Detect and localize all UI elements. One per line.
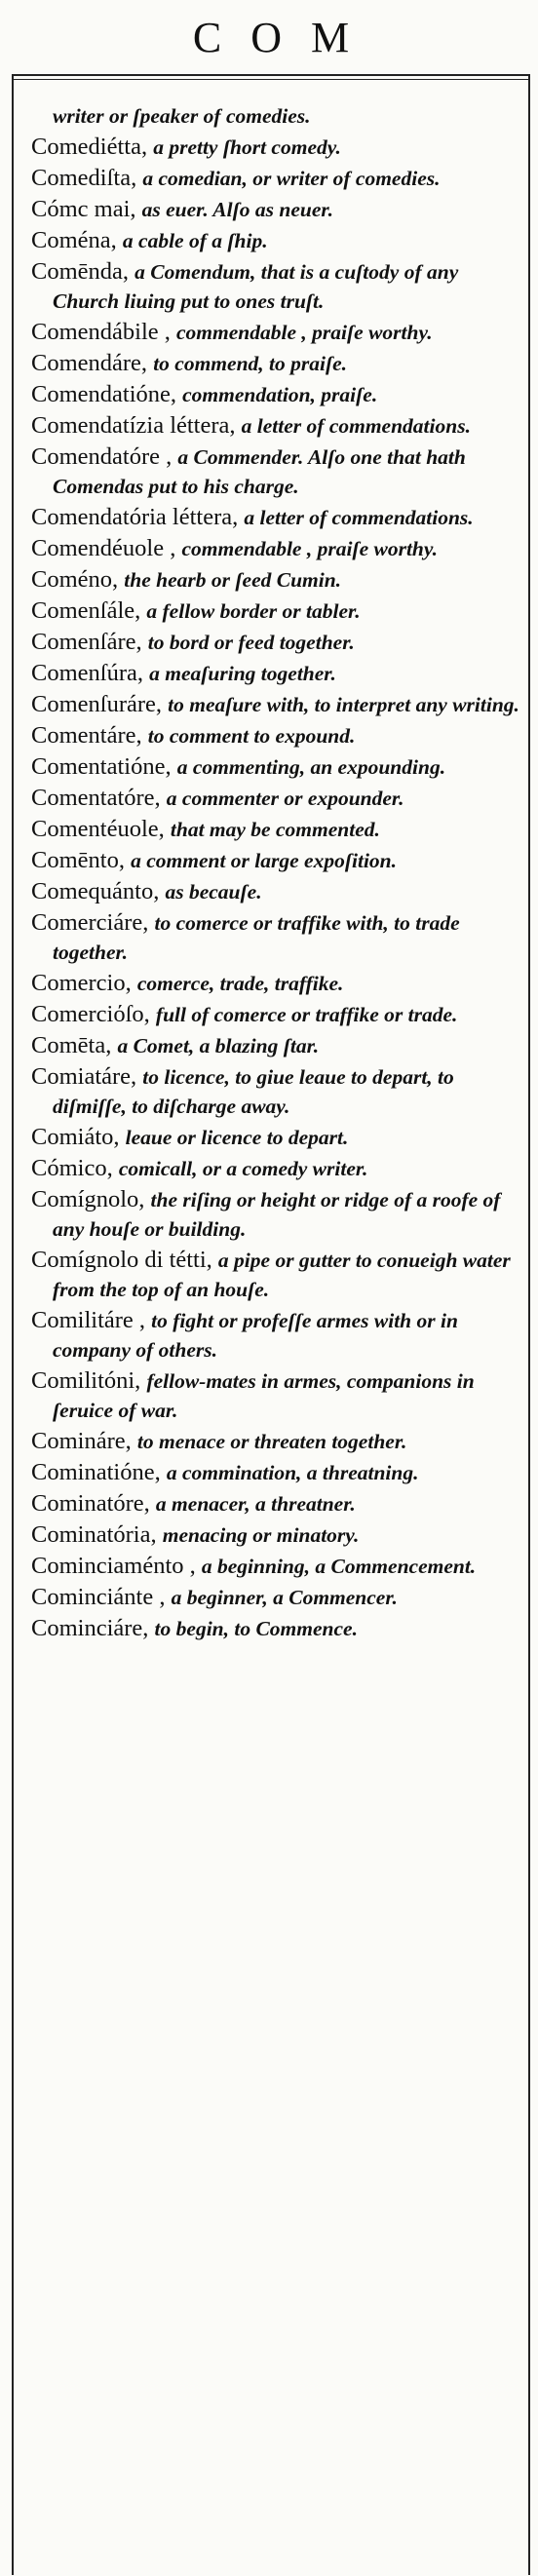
headword: Comináre, <box>31 1428 132 1454</box>
dictionary-entry <box>31 628 520 657</box>
headword: Comentatióne, <box>31 753 172 780</box>
dictionary-entry <box>31 565 520 595</box>
definition: to fight or profeſſe armes with or in company of others. <box>53 1309 458 1362</box>
headword: Cominciaménto , <box>31 1553 196 1579</box>
dictionary-entry <box>31 1489 520 1519</box>
headword: Comēnto, <box>31 847 125 873</box>
dictionary-entry <box>31 815 520 844</box>
headword: Comequánto, <box>31 878 160 904</box>
definition: a commenter or expounder. <box>166 787 404 810</box>
definition: a pipe or gutter to conueigh water from the top of an houſe. <box>53 1249 511 1301</box>
headword: Comerciόſo, <box>31 1001 150 1027</box>
definition: comerce, trade, traffike. <box>136 972 344 995</box>
headword: Cominatióne, <box>31 1459 161 1485</box>
headword: Comentáre, <box>31 722 142 749</box>
headword: Cominatória, <box>31 1521 157 1548</box>
definition: that may be commented. <box>170 818 380 841</box>
headword: Comígnolo di tétti, <box>31 1247 212 1273</box>
dictionary-entry <box>31 690 520 719</box>
headword: Comilitáre , <box>31 1307 146 1333</box>
definition: a fellow border or tabler. <box>146 599 361 623</box>
dictionary-entry <box>31 1000 520 1029</box>
headword: Comiatáre, <box>31 1063 137 1090</box>
definition: writer or ſpeaker of comedies. <box>53 104 311 128</box>
headword: Comendéuole , <box>31 535 176 561</box>
definition: a commination, a threatning. <box>166 1461 419 1484</box>
headword: Comendábile , <box>31 319 171 345</box>
definition: to commend, to praiſe. <box>153 352 348 375</box>
dictionary-entry <box>31 318 520 347</box>
headword: Comentéuole, <box>31 816 165 842</box>
definition: as becauſe. <box>165 880 262 904</box>
headword: Cómico, <box>31 1155 113 1181</box>
definition: commendable , praiſe worthy. <box>181 537 439 560</box>
headword: Comendatízia léttera, <box>31 412 236 439</box>
definition: a cable of a ſhip. <box>122 229 268 252</box>
definition: a menacer, a threatner. <box>155 1492 356 1516</box>
definition: full of comerce or traffike or trade. <box>155 1003 458 1026</box>
dictionary-entry <box>31 877 520 906</box>
definition: the hearb or ſeed Cumin. <box>124 568 342 592</box>
definition: a Commender. Alſo one that hath Comendas put to his charge. <box>53 445 466 498</box>
headword: Coméno, <box>31 566 119 593</box>
definition: fellow-mates in armes, companions in ſeruice of war. <box>53 1369 475 1422</box>
headword: Comendáre, <box>31 350 148 376</box>
definition: to bord or feed together. <box>147 631 355 654</box>
headword: Comenſáre, <box>31 629 142 655</box>
dictionary-entry <box>31 226 520 255</box>
headword: Comenſuráre, <box>31 691 163 717</box>
dictionary-entry <box>31 1366 520 1425</box>
dictionary-entry <box>31 1583 520 1612</box>
definition: a letter of commendations. <box>241 414 471 438</box>
definition: as euer. Alſo as neuer. <box>141 198 333 221</box>
definition: a Comet, a blazing ſtar. <box>117 1034 320 1057</box>
definition: a letter of commendations. <box>244 506 474 529</box>
definition: a pretty ſhort comedy. <box>153 135 341 159</box>
dictionary-entry <box>31 752 520 782</box>
dictionary-entry <box>31 101 520 131</box>
dictionary-entry <box>31 846 520 875</box>
headword: Comediétta, <box>31 134 148 160</box>
definition: a beginning, a Commencement. <box>201 1555 477 1578</box>
definition: to comerce or traffike with, to trade together. <box>53 911 460 964</box>
entry-list <box>31 101 520 1643</box>
entry-column <box>12 74 530 2575</box>
dictionary-entry <box>31 1306 520 1365</box>
headword: Comediſta, <box>31 165 137 191</box>
definition: commendation, praiſe. <box>182 383 378 406</box>
headword: Comerciáre, <box>31 909 149 936</box>
headword: Comendatóre , <box>31 443 173 470</box>
headword: Comercio, <box>31 970 132 996</box>
definition: the riſing or height or ridge of a roofe of any houſe or building. <box>53 1188 501 1241</box>
definition: a commenting, an expounding. <box>176 755 446 779</box>
headword: Comēta, <box>31 1032 112 1058</box>
dictionary-entry <box>31 1185 520 1244</box>
headword: Comiáto, <box>31 1124 120 1150</box>
dictionary-entry <box>31 411 520 441</box>
dictionary-entry <box>31 1154 520 1183</box>
dictionary-entry <box>31 1458 520 1487</box>
definition: a beginner, a Commencer. <box>171 1586 398 1609</box>
dictionary-entry <box>31 1552 520 1581</box>
dictionary-entry <box>31 1031 520 1060</box>
dictionary-entry <box>31 969 520 998</box>
headword: Cominciáre, <box>31 1615 149 1641</box>
definition: commendable , praiſe worthy. <box>176 321 433 344</box>
dictionary-entry <box>31 1123 520 1152</box>
definition: leaue or licence to depart. <box>125 1126 349 1149</box>
definition: a comment or large expoſition. <box>131 849 398 872</box>
dictionary-entry <box>31 442 520 501</box>
dictionary-entry <box>31 1520 520 1550</box>
headword: Comendatória léttera, <box>31 504 239 530</box>
dictionary-entry <box>31 133 520 162</box>
headword: Comilitóni, <box>31 1367 141 1394</box>
dictionary-entry <box>31 659 520 688</box>
dictionary-entry <box>31 534 520 563</box>
dictionary-entry <box>31 908 520 967</box>
dictionary-entry <box>31 164 520 193</box>
page-header <box>12 0 530 74</box>
dictionary-entry <box>31 257 520 316</box>
definition: a meaſuring together. <box>149 662 336 685</box>
running-head: COM <box>192 13 379 61</box>
dictionary-entry <box>31 503 520 532</box>
headword: Comenſúra, <box>31 660 143 686</box>
dictionary-entry <box>31 1246 520 1304</box>
definition: to begin, to Commence. <box>154 1617 358 1640</box>
headword: Comendatióne, <box>31 381 177 407</box>
dictionary-entry <box>31 784 520 813</box>
headword: Comentatóre, <box>31 785 161 811</box>
definition: a Comendum, that is a cuſtody of any Church liuing put to ones truſt. <box>53 260 459 313</box>
definition: to licence, to giue leaue to depart, to diſmiſſe, to diſcharge away. <box>53 1065 454 1118</box>
dictionary-entry <box>31 195 520 224</box>
headword: Cominciánte , <box>31 1584 166 1610</box>
headword: Cominatóre, <box>31 1490 150 1517</box>
dictionary-entry <box>31 1062 520 1121</box>
dictionary-page <box>12 0 530 2576</box>
definition: to meaſure with, to interpret any writing. <box>168 693 519 716</box>
dictionary-entry <box>31 1427 520 1456</box>
definition: comicall, or a comedy writer. <box>118 1157 368 1180</box>
headword: Comígnolo, <box>31 1186 145 1212</box>
column-rule <box>14 79 528 80</box>
dictionary-entry <box>31 1614 520 1643</box>
headword: Comenſále, <box>31 597 141 624</box>
dictionary-entry <box>31 349 520 378</box>
dictionary-entry <box>31 380 520 409</box>
dictionary-entry <box>31 721 520 750</box>
definition: menacing or minatory. <box>162 1523 360 1547</box>
headword: Cómc mai, <box>31 196 136 222</box>
definition: a comedian, or writer of comedies. <box>142 167 441 190</box>
headword: Coména, <box>31 227 117 253</box>
definition: to comment to expound. <box>147 724 356 748</box>
dictionary-entry <box>31 596 520 626</box>
headword: Comēnda, <box>31 258 130 285</box>
definition: to menace or threaten together. <box>136 1430 407 1453</box>
